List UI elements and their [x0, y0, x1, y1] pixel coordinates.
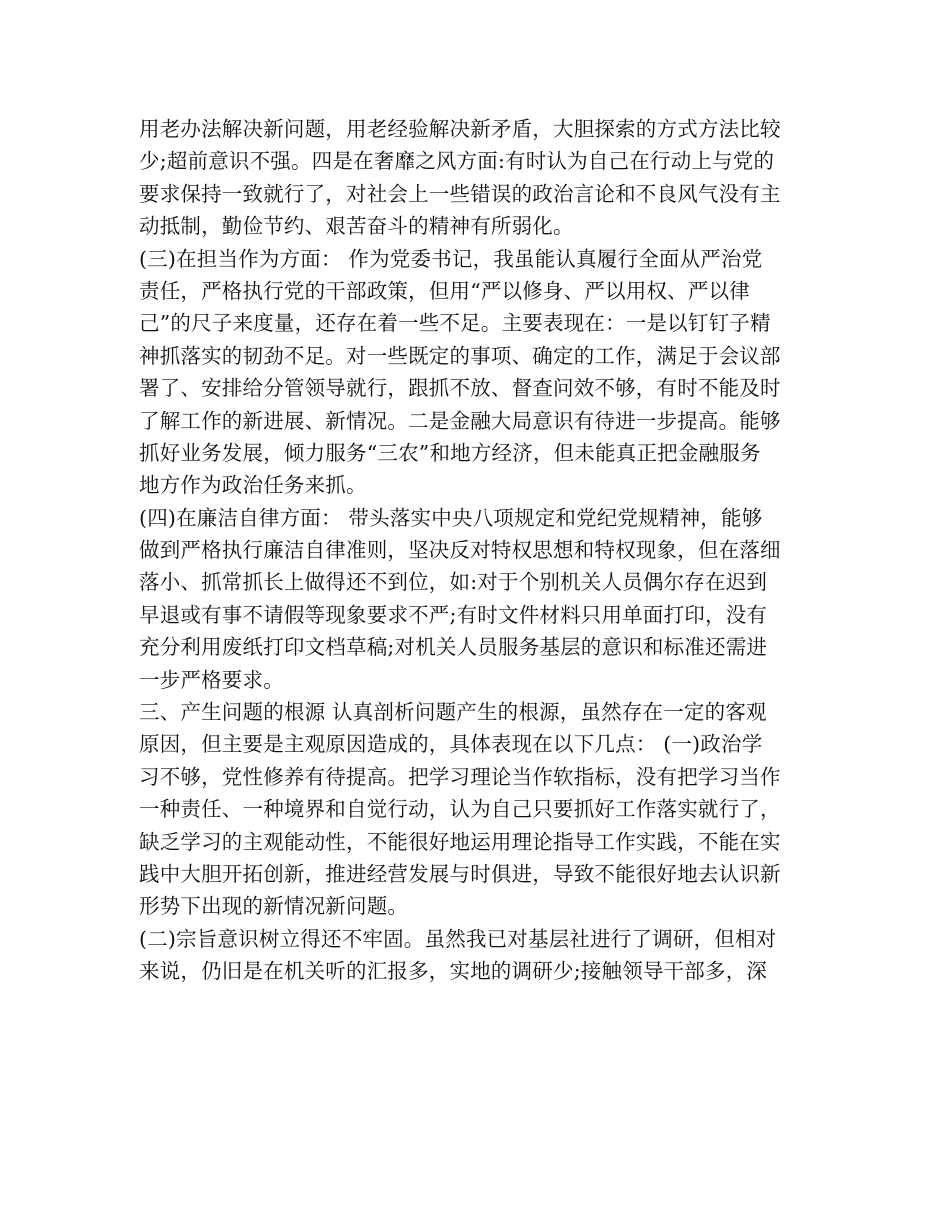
text-line: 早退或有事不请假等现象要求不严;有时文件材料只用单面打印，没有: [139, 602, 768, 627]
text-line: 充分利用废纸打印文档草稿;对机关人员服务基层的意识和标准还需进: [139, 635, 768, 660]
text-line: 来说，仍旧是在机关听的汇报多，实地的调研少;接触领导干部多，深: [139, 959, 768, 984]
text-line: 责任，严格执行党的干部政策，但用“严以修身、严以用权、严以律: [139, 278, 750, 303]
text-line: 做到严格执行廉洁自律准则，坚决反对特权思想和特权现象，但在落细: [139, 538, 781, 563]
section-heading-line: (二)宗旨意识树立得还不牢固。虽然我已对基层社进行了调研，但相对: [139, 926, 777, 951]
text-line: 少;超前意识不强。四是在奢靡之风方面:有时认为自己在行动上与党的: [139, 149, 775, 174]
text-line: 践中大胆开拓创新，推进经营发展与时俱进，导致不能很好地去认识新: [139, 861, 781, 886]
text-line: 形势下出现的新情况新问题。: [139, 894, 409, 919]
section-heading-line: (三)在担当作为方面： 作为党委书记，我虽能认真履行全面从严治党: [139, 246, 763, 271]
body-text: [139, 113, 819, 988]
section-heading-line: (四)在廉洁自律方面： 带头落实中央八项规定和党纪党规精神，能够: [139, 505, 763, 530]
text-line: 抓好业务发展，倾力服务“三农”和地方经济，但未能真正把金融服务: [139, 440, 761, 465]
text-line: 神抓落实的韧劲不足。对一些既定的事项、确定的工作，满足于会议部: [139, 343, 781, 368]
text-line: 落小、抓常抓长上做得还不到位，如:对于个别机关人员偶尔存在迟到: [139, 570, 768, 595]
text-line: 署了、安排给分管领导就行，跟抓不放、督查问效不够，有时不能及时: [139, 376, 781, 401]
text-line: 动抵制，勤俭节约、艰苦奋斗的精神有所弱化。: [139, 214, 574, 239]
text-line: 缺乏学习的主观能动性，不能很好地运用理论指导工作实践，不能在实: [139, 829, 781, 854]
text-line: 己”的尺子来度量，还存在着一些不足。主要表现在：一是以钉钉子精: [139, 311, 771, 336]
text-line: 一步严格要求。: [139, 667, 284, 692]
text-line: 地方作为政治任务来抓。: [139, 473, 367, 498]
text-line: 了解工作的新进展、新情况。二是金融大局意识有待进一步提高。能够: [139, 408, 781, 433]
section-heading-line: 三、产生问题的根源 认真剖析问题产生的根源，虽然存在一定的客观: [139, 700, 767, 725]
text-line: 用老办法解决新问题，用老经验解决新矛盾，大胆探索的方式方法比较: [139, 117, 781, 141]
text-line: 一种责任、一种境界和自觉行动，认为自己只要抓好工作落实就行了，: [139, 797, 781, 822]
text-line: 要求保持一致就行了，对社会上一些错误的政治言论和不良风气没有主: [139, 181, 781, 206]
text-line: 原因，但主要是主观原因造成的，具体表现在以下几点： (一)政治学: [139, 732, 763, 757]
text-line: 习不够，党性修养有待提高。把学习理论当作软指标，没有把学习当作: [139, 764, 781, 789]
